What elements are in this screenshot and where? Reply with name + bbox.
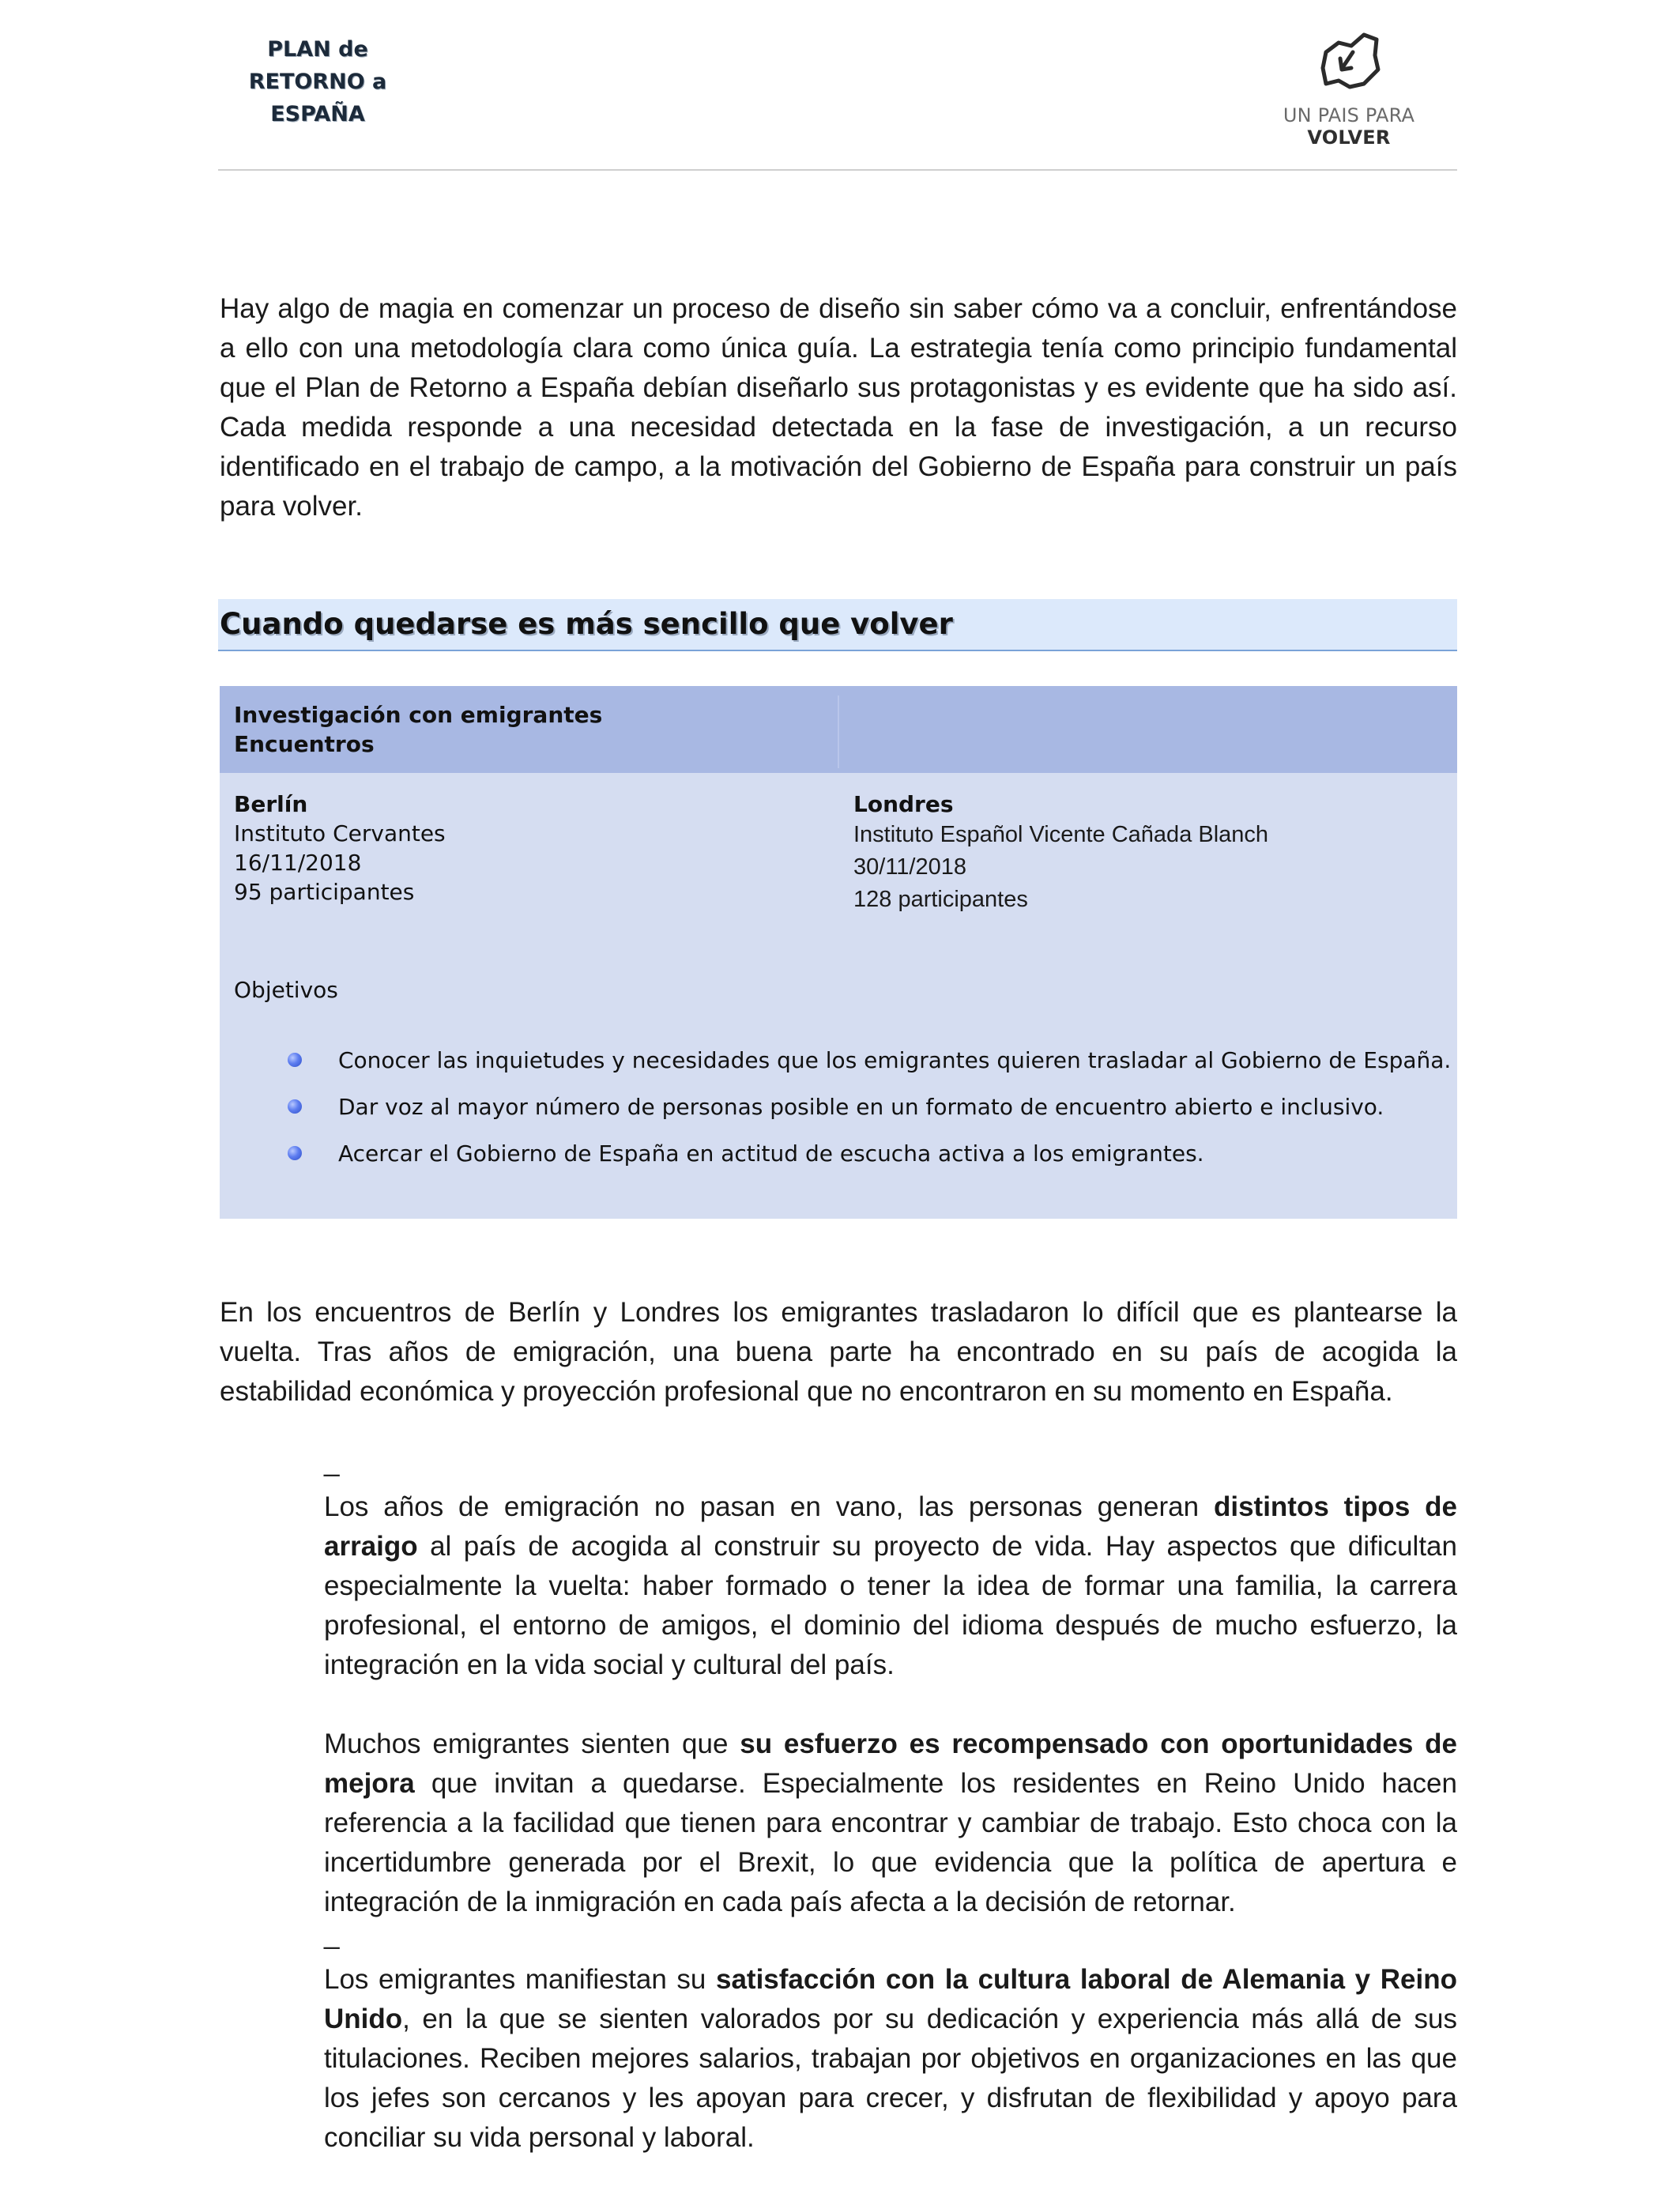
- london-participants: 128 participantes: [853, 887, 1028, 912]
- arraigo-paragraph: [324, 1487, 1457, 1685]
- intro-paragraph: Hay algo de magia en comenzar un proceso de diseño sin saber cómo va a concluir, enfrentándose a ello con una metodología clara como única guía. La estrategia tenía como principio fundamental que el Plan de Retorno a España debían diseñarlo sus protagonistas y es evidente que ha sido así. Cada medida responde a una necesidad detectada en la fase de investigación, a un recurso identificado en el trabajo de campo, a la motivación del Gobierno de España para construir un país para volver.: [220, 293, 1457, 522]
- dash-separator: _: [324, 1919, 340, 1950]
- box-head-title: Investigación con emigrantes: [234, 702, 603, 728]
- section-title: Cuando quedarse es más sencillo que volver: [220, 607, 953, 641]
- cultura-text-b: , en la que se sienten valorados por su dedicación y experiencia más allá de sus titulaciones. Reciben mejores salarios, trabajan por objetivos en organizaciones en las que los jefes son cercanos y les apoyan para crecer, y disfrutan de flexibilidad y apoyo para conciliar su vida personal y laboral.: [324, 2004, 1457, 2153]
- map-with-arrow-icon: [1315, 28, 1383, 95]
- objective-item: [284, 1045, 1452, 1080]
- header-divider: [218, 169, 1457, 171]
- plan-logo-line1: PLAN de: [267, 37, 368, 62]
- header-column-divider: [838, 696, 839, 768]
- objectives-label: Objetivos: [234, 977, 338, 1003]
- london-date: 30/11/2018: [853, 854, 966, 880]
- berlin-city: Berlín: [234, 791, 308, 817]
- encounters-summary-paragraph: En los encuentros de Berlín y Londres los emigrantes trasladaron lo difícil que es plantearse la vuelta. Tras años de emigración, una buena parte ha encontrado en su país de acogida la estabilidad económica y proyección profesional que no encontraron en su momento en España.: [220, 1297, 1457, 1407]
- cultura-laboral-paragraph: [324, 1960, 1457, 2158]
- bullet-icon: [288, 1146, 302, 1160]
- dash-separator: _: [324, 1446, 340, 1477]
- arraigo-highlight: distintos tipos de arraigo: [324, 1491, 1457, 1562]
- esfuerzo-text-b: que invitan a quedarse. Especialmente los residentes en Reino Unido hacen referencia a la facilidad que tienen para encontrar y cambiar de trabajo. Esto choca con la incertidumbre generada por el Brexit, lo que evidencia que la política de apertura e integración de la inmigración en cada país afecta a la decisión de retornar.: [324, 1768, 1457, 1917]
- objective-item: [284, 1138, 1438, 1173]
- esfuerzo-text-a: Muchos emigrantes sienten que: [324, 1728, 740, 1759]
- plan-logo-line3: ESPAÑA: [270, 102, 365, 126]
- objective-text: Conocer las inquietudes y necesidades que los emigrantes quieren trasladar al Gobierno de España.: [338, 1047, 1452, 1073]
- objective-text: Dar voz al mayor número de personas posible en un formato de encuentro abierto e inclusivo.: [338, 1094, 1384, 1120]
- berlin-participants: 95 participantes: [234, 879, 415, 905]
- berlin-date: 16/11/2018: [234, 850, 362, 876]
- cultura-text-a: Los emigrantes manifiestan su: [324, 1964, 716, 1995]
- brand-tagline-bold: VOLVER: [1307, 126, 1391, 149]
- esfuerzo-paragraph: [324, 1725, 1457, 1922]
- london-city: Londres: [853, 791, 954, 817]
- arraigo-text-b: al país de acogida al construir su proyecto de vida. Hay aspectos que dificultan especialmente la vuelta: haber formado o tener la idea de formar una familia, la carrera profesional, el entorno de amigos, el dominio del idioma después de mucho esfuerzo, la integración en la vida social y cultural del país.: [324, 1531, 1457, 1680]
- esfuerzo-highlight: su esfuerzo es recompensado con oportunidades de mejora: [324, 1728, 1457, 1799]
- plan-retorno-logo: [237, 33, 398, 130]
- london-venue: Instituto Español Vicente Cañada Blanch: [853, 822, 1269, 847]
- brand-tagline: [1258, 104, 1440, 149]
- bullet-icon: [288, 1053, 302, 1067]
- bullet-icon: [288, 1099, 302, 1114]
- box-head-subtitle: Encuentros: [234, 731, 375, 757]
- cultura-highlight: satisfacción con la cultura laboral de Alemania y Reino Unido: [324, 1964, 1457, 2034]
- objective-text: Acercar el Gobierno de España en actitud de escucha activa a los emigrantes.: [338, 1140, 1204, 1167]
- berlin-venue: Instituto Cervantes: [234, 820, 446, 846]
- brand-tagline-light: UN PAIS PARA: [1283, 104, 1415, 126]
- objective-item: [284, 1091, 1438, 1126]
- arraigo-text-a: Los años de emigración no pasan en vano, las personas generan: [324, 1491, 1214, 1522]
- plan-logo-line2: RETORNO a: [248, 70, 387, 94]
